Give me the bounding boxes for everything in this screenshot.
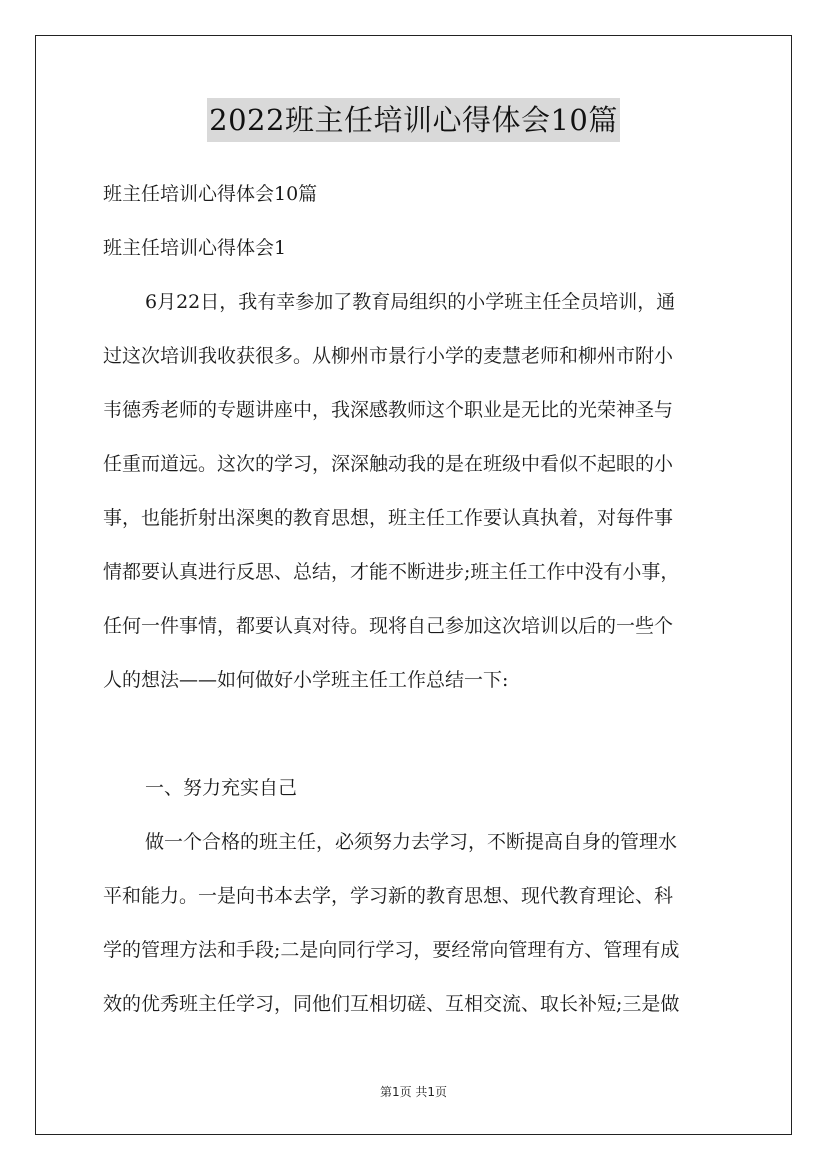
paragraph-line: 韦德秀老师的专题讲座中，我深感教师这个职业是无比的光荣神圣与	[103, 399, 674, 421]
paragraph-line: 平和能力。一是向书本去学，学习新的教育思想、现代教育理论、科	[103, 885, 674, 907]
page-footer: 第1页 共1页	[379, 1085, 448, 1099]
paragraph-line: 过这次培训我收获很多。从柳州市景行小学的麦慧老师和柳州市附小	[103, 345, 674, 367]
paragraph-line: 6月22日，我有幸参加了教育局组织的小学班主任全员培训，通	[145, 291, 676, 313]
document-subtitle: 班主任培训心得体会10篇	[103, 183, 318, 205]
paragraph-line: 事，也能折射出深奥的教育思想，班主任工作要认真执着，对每件事	[103, 507, 674, 529]
paragraph-line: 任何一件事情，都要认真对待。现将自己参加这次培训以后的一些个	[103, 615, 674, 637]
paragraph-line: 任重而道远。这次的学习，深深触动我的是在班级中看似不起眼的小	[103, 453, 674, 475]
section-heading: 班主任培训心得体会1	[103, 237, 287, 259]
title-container	[0, 98, 827, 142]
document-title: 2022班主任培训心得体会10篇	[207, 98, 620, 142]
subheading: 一、努力充实自己	[145, 777, 298, 799]
paragraph-line: 效的优秀班主任学习，同他们互相切磋、互相交流、取长补短;三是做	[103, 993, 680, 1015]
paragraph-line: 学的管理方法和手段;二是向同行学习，要经常向管理有方、管理有成	[103, 939, 680, 961]
paragraph-line: 人的想法——如何做好小学班主任工作总结一下:	[103, 669, 509, 691]
paragraph-line: 情都要认真进行反思、总结，才能不断进步;班主任工作中没有小事，	[103, 561, 680, 583]
paragraph-line: 做一个合格的班主任，必须努力去学习，不断提高自身的管理水	[145, 831, 678, 853]
